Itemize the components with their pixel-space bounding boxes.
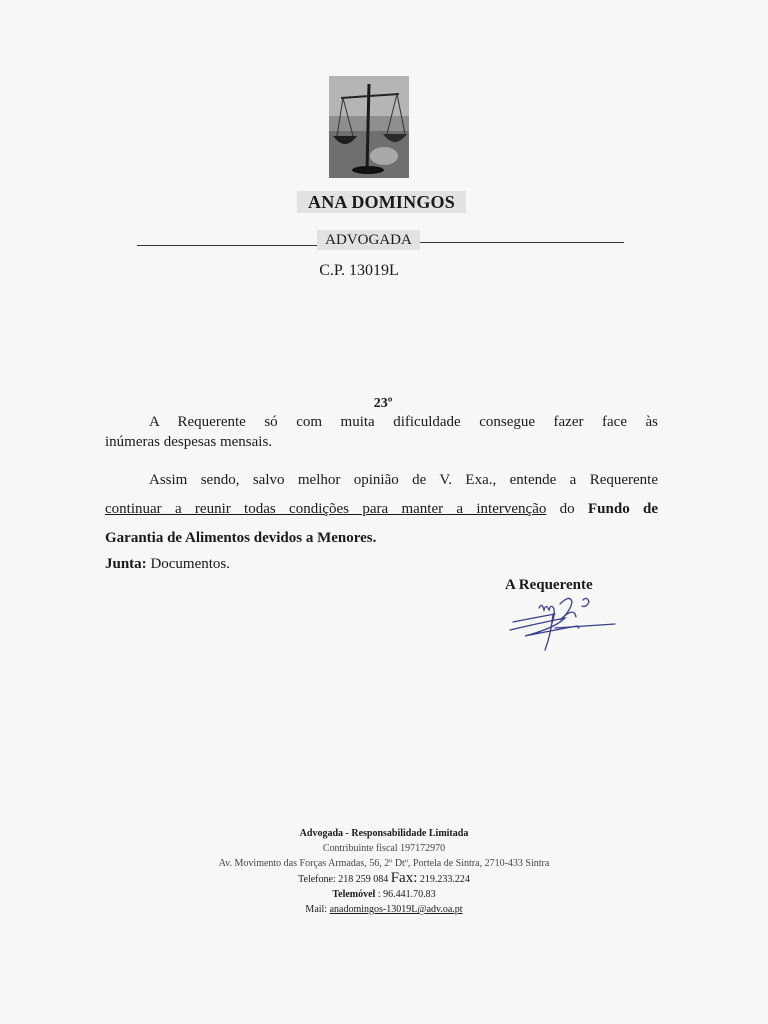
professional-license: C.P. 13019L <box>319 262 399 279</box>
signatory-label: A Requerente <box>505 577 593 593</box>
email-link[interactable]: anadomingos-13019L@adv.oa.pt <box>329 904 463 915</box>
fund-name-part-2: Garantia de Alimentos devidos a Menores. <box>105 530 377 546</box>
letterhead-rule-right <box>420 242 624 243</box>
fax-number: 219.233.224 <box>419 874 470 885</box>
letterhead-footer <box>100 826 668 917</box>
paragraph-1-line-1: A Requerente só com muita dificuldade consegue fazer face às <box>149 414 658 430</box>
firm-name: Advogada - Responsabilidade Limitada <box>299 828 469 839</box>
handwritten-signature <box>505 592 617 654</box>
mobile-number: : 96.441.70.83 <box>377 889 436 900</box>
fund-name-part-1: Fundo de <box>588 501 659 517</box>
phone-fax-line <box>100 871 668 887</box>
phone-label: Telefone: <box>298 874 336 885</box>
phone-number: 218 259 084 <box>338 874 389 885</box>
email-line <box>100 902 668 917</box>
paragraph-2-line-2 <box>105 499 658 519</box>
lawyer-title: ADVOGADA <box>317 230 420 250</box>
email-label: Mail: <box>305 904 328 915</box>
article-number: 23º <box>373 396 393 411</box>
mobile-label: Telemóvel <box>332 889 376 900</box>
attachments-label: Junta: <box>105 556 147 572</box>
underlined-request: continuar a reunir todas condições para manter a intervenção <box>105 501 547 517</box>
paragraph-1-line-2: inúmeras despesas mensais. <box>105 434 273 450</box>
lawyer-name: ANA DOMINGOS <box>297 191 466 213</box>
office-address: Av. Movimento das Forças Armadas, 56, 2º Dtº, Portela de Sintra, 2710-433 Sintra <box>218 858 550 869</box>
connector-text: do <box>546 501 588 517</box>
fax-label: Fax: <box>390 870 418 886</box>
paragraph-2-line-1: Assim sendo, salvo melhor opinião de V. Exa., entende a Requerente <box>149 472 658 488</box>
scales-of-justice-logo <box>329 76 409 178</box>
attachments-line <box>105 556 405 573</box>
attachments-value: Documentos. <box>150 556 231 572</box>
mobile-line <box>100 887 668 902</box>
tax-id: Contribuinte fiscal 197172970 <box>322 843 446 854</box>
letterhead-rule-left <box>137 245 317 246</box>
